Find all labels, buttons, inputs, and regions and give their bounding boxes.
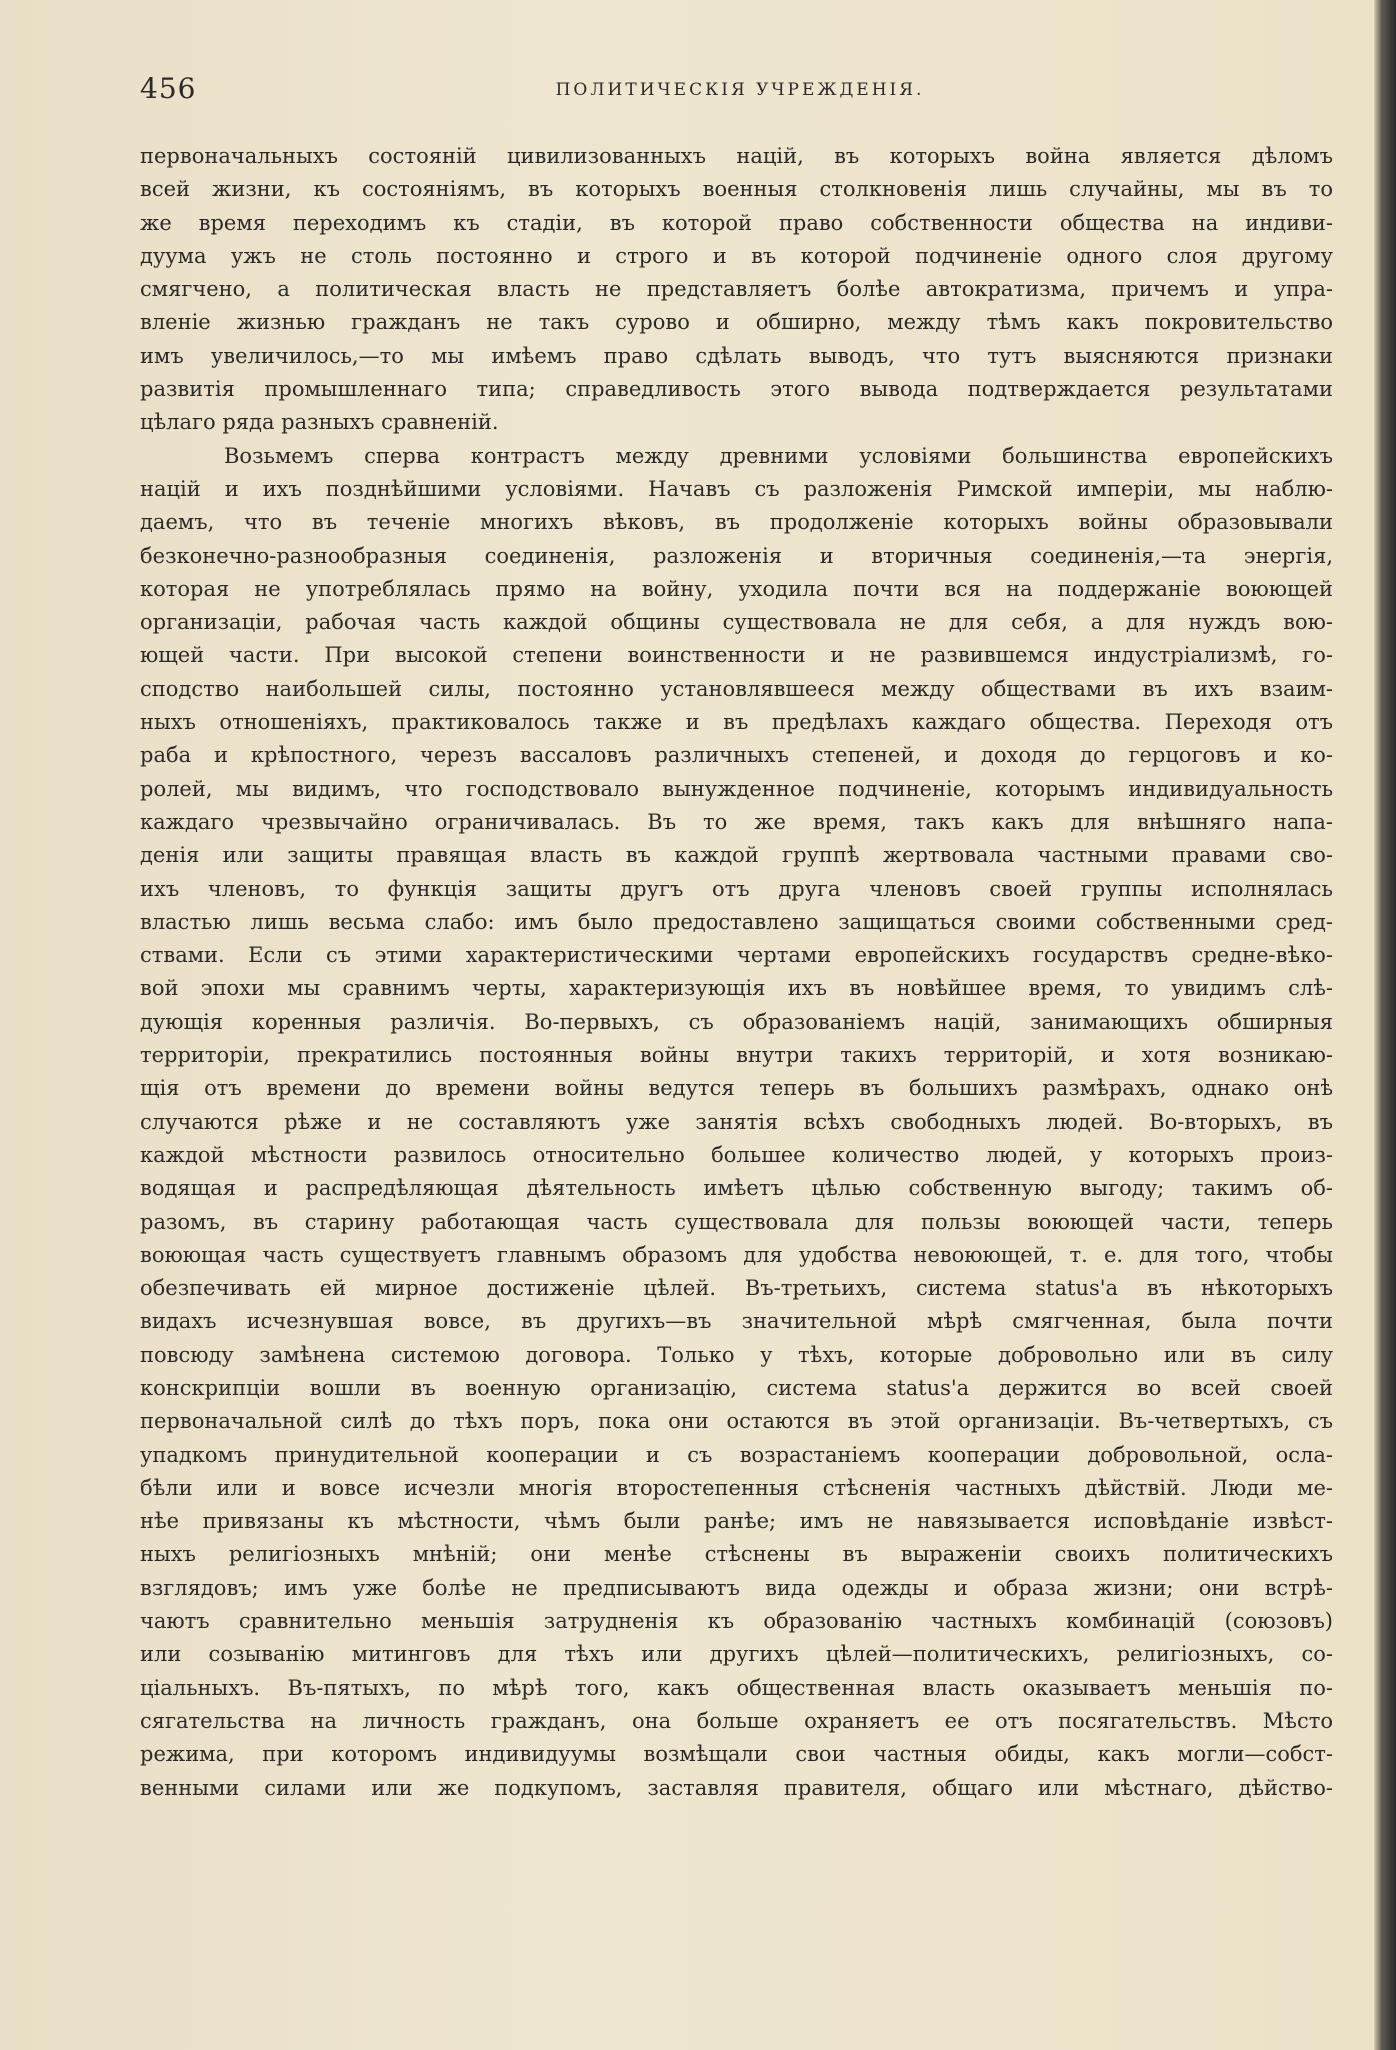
text-line: венными силами или же подкупомъ, заставляя правителя, общаго или мѣстнаго, дѣйство-: [140, 1775, 1333, 1800]
text-line: воюющая часть существуетъ главнымъ образомъ для удобства невоюющей, т. е. для того, чтобы: [140, 1242, 1333, 1267]
text-line: разомъ, въ старину работающая часть существовала для пользы воюющей части, теперь: [140, 1209, 1333, 1234]
page-header: [140, 72, 1340, 112]
text-line: водящая и распредѣляющая дѣятельность имѣетъ цѣлью собственную выгоду; такимъ об-: [140, 1176, 1333, 1201]
text-line: имъ увеличилось,—то мы имѣемъ право сдѣлать выводъ, что тутъ выясняются признаки: [140, 343, 1333, 368]
text-line: сягательства на личность гражданъ, она больше охраняетъ ее отъ посягательствъ. Мѣсто: [140, 1708, 1333, 1733]
text-line: или созыванію митинговъ для тѣхъ или другихъ цѣлей—политическихъ, религіозныхъ, со-: [140, 1642, 1333, 1667]
text-line: ствами. Если съ этими характеристическими чертами европейскихъ государствъ средне-вѣко-: [140, 943, 1333, 968]
text-line: упадкомъ принудительной кооперации и съ возрастаніемъ кооперации добровольной, осла-: [140, 1442, 1333, 1467]
text-line: территоріи, прекратились постоянныя войны внутри такихъ территорій, и хотя возникаю-: [140, 1043, 1333, 1068]
text-line: каждой мѣстности развилось относительно большее количество людей, у которыхъ произ-: [140, 1142, 1333, 1167]
text-line: первоначальной силѣ до тѣхъ поръ, пока они остаются въ этой организаціи. Въ-четвертыхъ, съ: [140, 1409, 1333, 1434]
text-line: смягчено, а политическая власть не представляетъ болѣе автократизма, причемъ и упра-: [140, 277, 1333, 302]
text-line: сподство наибольшей силы, постоянно установлявшееся между обществами въ ихъ взаим-: [140, 676, 1333, 701]
text-line: взглядовъ; имъ уже болѣе не предписываютъ вида одежды и образа жизни; они встрѣ-: [140, 1575, 1333, 1600]
text-line: дуума ужъ не столь постоянно и строго и въ которой подчиненіе одного слоя другому: [140, 243, 1333, 268]
text-line: развитія промышленнаго типа; справедливость этого вывода подтверждается результатами: [140, 377, 1333, 402]
text-line: обезпечивать ей мирное достиженіе цѣлей. Въ-третьихъ, система status'а въ нѣкоторыхъ: [140, 1276, 1333, 1301]
text-line: дующія коренныя различія. Во-первыхъ, съ образованіемъ націй, занимающихъ обширныя: [140, 1009, 1333, 1034]
text-line: ныхъ религіозныхъ мнѣній; они менѣе стѣснены въ выраженіи своихъ политическихъ: [140, 1542, 1333, 1567]
text-line: безконечно-разнообразныя соединенія, разложенія и вторичныя соединенія,—та энергія,: [140, 543, 1333, 568]
text-line: ціальныхъ. Въ-пятыхъ, по мѣрѣ того, какъ общественная власть оказываетъ меньшія по-: [140, 1675, 1333, 1700]
text-line: ролей, мы видимъ, что господствовало вынужденное подчиненіе, которымъ индивидуальность: [140, 776, 1333, 801]
text-line: нѣе привязаны къ мѣстности, чѣмъ были ранѣе; имъ не навязывается исповѣданіе извѣст-: [140, 1509, 1333, 1534]
text-line: ихъ членовъ, то функція защиты другъ отъ друга членовъ своей группы исполнялась: [140, 876, 1333, 901]
text-line: случаются рѣже и не составляютъ уже занятія всѣхъ свободныхъ людей. Во-вторыхъ, въ: [140, 1109, 1333, 1134]
text-line: вой эпохи мы сравнимъ черты, характеризующія ихъ въ новѣйшее время, то увидимъ слѣ-: [140, 976, 1333, 1001]
text-line: щія отъ времени до времени войны ведутся теперь въ большихъ размѣрахъ, однако онѣ: [140, 1076, 1333, 1101]
text-line: видахъ исчезнувшая вовсе, въ другихъ—въ значительной мѣрѣ смягченная, была почти: [140, 1309, 1333, 1334]
text-line: режима, при которомъ индивидуумы возмѣщали свои частныя обиды, какъ могли—собст-: [140, 1742, 1333, 1767]
text-line: бѣли или и вовсе исчезли многія второстепенныя стѣсненія частныхъ дѣйствій. Люди ме-: [140, 1475, 1333, 1500]
text-line: цѣлаго ряда разныхъ сравненій.: [140, 410, 499, 435]
text-line: первоначальныхъ состояній цивилизованныхъ націй, въ которыхъ война является дѣломъ: [140, 144, 1333, 168]
page-number: 456: [140, 72, 197, 105]
text-line: денія или защиты правящая власть въ каждой группѣ жертвовала частными правами сво-: [140, 843, 1333, 868]
body-text: [140, 140, 1333, 1805]
text-line: конскрипціи вошли въ военную организацію, система status'а держится во всей своей: [140, 1375, 1333, 1400]
page-edge-shadow: [1374, 0, 1396, 2050]
text-line: организаціи, рабочая часть каждой общины существовала не для себя, а для нуждъ вою-: [140, 610, 1333, 635]
text-line: же время переходимъ къ стадіи, въ которой право собственности общества на индиви-: [140, 210, 1333, 235]
text-line: ющей части. При высокой степени воинственности и не развившемся индустріализмѣ, го-: [140, 643, 1333, 668]
running-title: ПОЛИТИЧЕСКІЯ УЧРЕЖДЕНІЯ.: [555, 80, 925, 100]
text-line: даемъ, что въ теченіе многихъ вѣковъ, въ продолженіе которыхъ войны образовывали: [140, 510, 1333, 535]
text-line: каждаго чрезвычайно ограничивалась. Въ то же время, такъ какъ для внѣшняго напа-: [140, 809, 1333, 834]
text-line: раба и крѣпостного, черезъ вассаловъ различныхъ степеней, и доходя до герцоговъ и ко-: [140, 743, 1333, 768]
text-line: властью лишь весьма слабо: имъ было предоставлено защищаться своими собственными сред-: [140, 909, 1333, 934]
text-line: которая не употреблялась прямо на войну, уходила почти вся на поддержаніе воюющей: [140, 576, 1333, 601]
text-line: всей жизни, къ состояніямъ, въ которыхъ военныя столкновенія лишь случайны, мы въ то: [140, 177, 1333, 202]
text-line: вленіе жизнью гражданъ не такъ сурово и обширно, между тѣмъ какъ покровительство: [140, 310, 1333, 335]
text-line: націй и ихъ позднѣйшими условіями. Начавъ съ разложенія Римской имперіи, мы наблю-: [140, 476, 1333, 501]
text-line: ныхъ отношеніяхъ, практиковалось также и въ предѣлахъ каждаго общества. Переходя отъ: [140, 710, 1333, 735]
text-line: чаютъ сравнительно меньшія затрудненія къ образованію частныхъ комбинацій (союзовъ): [140, 1609, 1333, 1634]
text-line: Возьмемъ сперва контрастъ между древними условіями большинства европейскихъ: [224, 443, 1333, 468]
text-line: повсюду замѣнена системою договора. Только у тѣхъ, которые добровольно или въ силу: [140, 1342, 1333, 1367]
